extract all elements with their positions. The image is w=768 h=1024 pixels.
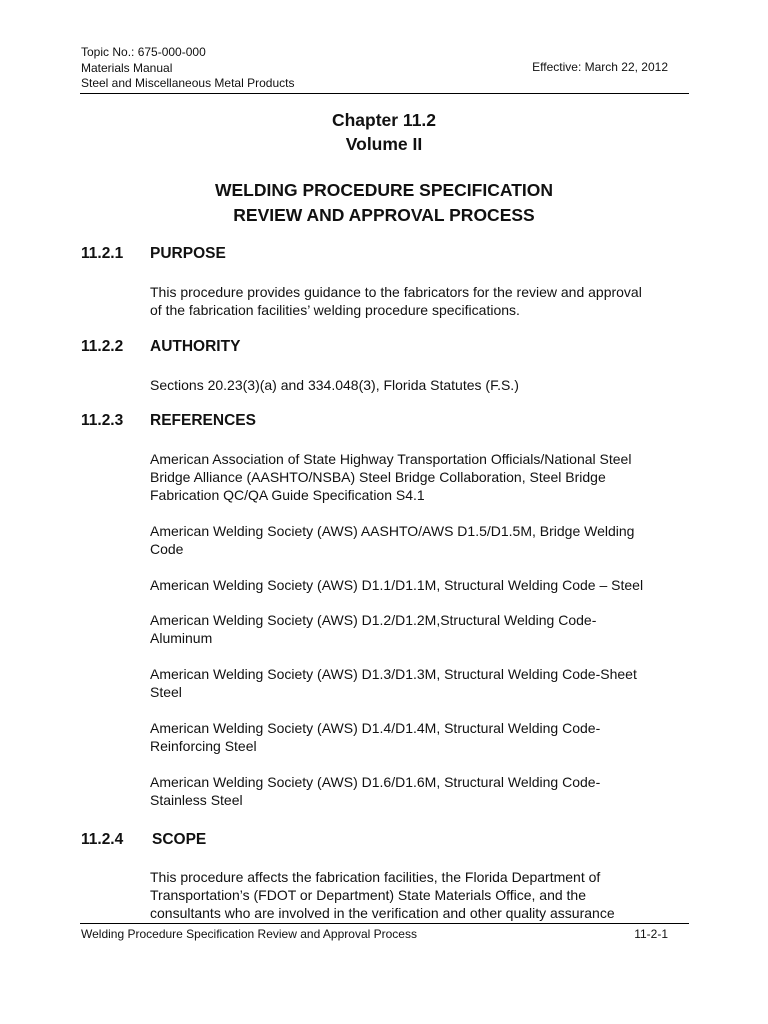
- section-number: 11.2.1: [81, 245, 124, 262]
- section-number: 11.2.3: [81, 412, 124, 429]
- footer-divider: [80, 923, 689, 924]
- reference-item: [150, 665, 690, 701]
- text-line: of the fabrication facilities’ welding procedure specifications.: [150, 302, 520, 318]
- footer-title: Welding Procedure Specification Review and Approval Process: [81, 927, 417, 941]
- section-number: 11.2.4: [81, 831, 124, 848]
- text-line: Fabrication QC/QA Guide Specification S4.1: [150, 487, 425, 503]
- text-line: This procedure affects the fabrication facilities, the Florida Department of: [150, 869, 601, 885]
- section-heading-authority: [81, 338, 240, 356]
- section-heading-purpose: [81, 245, 226, 263]
- manual-subject: Steel and Miscellaneous Metal Products: [81, 76, 295, 90]
- text-line: American Welding Society (AWS) AASHTO/AWS D1.5/D1.5M, Bridge Welding: [150, 523, 635, 539]
- section-heading-references: [81, 412, 256, 430]
- authority-paragraph: [150, 376, 690, 394]
- text-line: American Welding Society (AWS) D1.3/D1.3M, Structural Welding Code-Sheet: [150, 666, 637, 682]
- section-title: PURPOSE: [150, 245, 226, 262]
- text-line: Code: [150, 541, 184, 557]
- text-line: Transportation’s (FDOT or Department) State Materials Office, and the: [150, 887, 586, 903]
- section-number: 11.2.2: [81, 338, 124, 355]
- text-line: American Welding Society (AWS) D1.1/D1.1M, Structural Welding Code – Steel: [150, 577, 644, 593]
- title-line-2: REVIEW AND APPROVAL PROCESS: [233, 205, 535, 225]
- text-line: American Welding Society (AWS) D1.4/D1.4M, Structural Welding Code-: [150, 720, 601, 736]
- text-line: American Welding Society (AWS) D1.6/D1.6M, Structural Welding Code-: [150, 774, 601, 790]
- reference-item: [150, 576, 690, 594]
- document-title: [0, 178, 768, 228]
- section-title: REFERENCES: [150, 412, 256, 429]
- reference-item: [150, 719, 690, 755]
- manual-name: Materials Manual: [81, 60, 173, 75]
- chapter-heading: [0, 108, 768, 156]
- section-title: SCOPE: [152, 831, 207, 848]
- text-line: Reinforcing Steel: [150, 738, 257, 754]
- chapter-volume: Volume II: [345, 134, 423, 154]
- text-line: Sections 20.23(3)(a) and 334.048(3), Florida Statutes (F.S.): [150, 377, 519, 393]
- purpose-paragraph: [150, 283, 690, 319]
- page-header-left: [81, 45, 294, 92]
- header-divider: [80, 93, 689, 94]
- reference-item: [150, 611, 690, 647]
- text-line: Aluminum: [150, 630, 213, 646]
- chapter-number: Chapter 11.2: [331, 110, 437, 130]
- page-number: 11-2-1: [634, 927, 668, 941]
- text-line: Bridge Alliance (AASHTO/NSBA) Steel Bridge Collaboration, Steel Bridge: [150, 469, 606, 485]
- text-line: American Association of State Highway Transportation Officials/National Steel: [150, 451, 632, 467]
- section-heading-scope: [81, 831, 206, 849]
- reference-item: [150, 773, 690, 809]
- topic-number: Topic No.: 675-000-000: [81, 45, 206, 59]
- section-title: AUTHORITY: [150, 338, 241, 355]
- effective-date: Effective: March 22, 2012: [532, 60, 668, 74]
- text-line: Steel: [150, 684, 182, 700]
- reference-item: [150, 450, 690, 504]
- text-line: This procedure provides guidance to the fabricators for the review and approval: [150, 284, 642, 300]
- reference-item: [150, 522, 690, 558]
- scope-paragraph: [150, 868, 690, 922]
- text-line: consultants who are involved in the verification and other quality assurance: [150, 905, 615, 921]
- title-line-1: WELDING PROCEDURE SPECIFICATION: [214, 180, 554, 200]
- text-line: American Welding Society (AWS) D1.2/D1.2M,Structural Welding Code-: [150, 612, 597, 628]
- text-line: Stainless Steel: [150, 792, 243, 808]
